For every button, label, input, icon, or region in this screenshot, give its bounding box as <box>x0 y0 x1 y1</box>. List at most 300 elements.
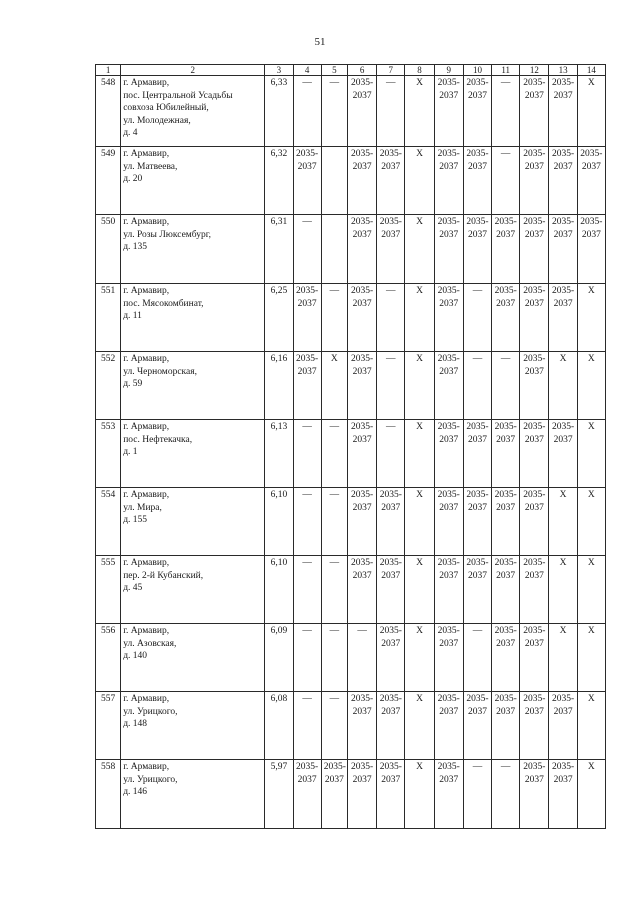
address-line: г. Армавир, <box>123 762 170 772</box>
address-line: ул. Мира, <box>123 502 162 513</box>
period-cell: X <box>405 352 434 420</box>
period-text: 2035- <box>580 217 603 227</box>
period-text: 2037 <box>352 502 372 513</box>
period-cell <box>347 488 376 556</box>
period-cell <box>321 215 347 284</box>
period-text: 2037 <box>352 161 372 172</box>
period-cell <box>321 760 347 829</box>
period-text: 2035- <box>379 762 402 772</box>
period-text: 2035- <box>379 149 402 159</box>
period-text: 2035- <box>494 626 517 636</box>
period-cell <box>520 624 549 692</box>
period-cell: X <box>577 488 605 556</box>
period-text: 2037 <box>439 161 459 172</box>
period-cell: — <box>463 760 491 829</box>
period-cell <box>520 352 549 420</box>
period-text: 2037 <box>439 90 459 101</box>
period-cell <box>520 215 549 284</box>
table-row <box>96 147 606 215</box>
header-cell: 12 <box>520 65 549 76</box>
period-text: 2037 <box>439 502 459 513</box>
period-cell <box>463 76 491 147</box>
period-text: 2035- <box>323 762 346 772</box>
period-cell: X <box>405 760 434 829</box>
period-cell <box>347 147 376 215</box>
period-text: 2035- <box>437 217 460 227</box>
period-cell: — <box>377 284 405 352</box>
table-row <box>96 284 606 352</box>
value-cell: 6,33 <box>265 76 293 147</box>
period-text: 2037 <box>524 502 544 513</box>
period-text: 2035- <box>580 149 603 159</box>
address-line: г. Армавир, <box>123 490 170 500</box>
period-cell: X <box>405 692 434 760</box>
value-cell: 6,10 <box>265 556 293 624</box>
period-cell <box>293 352 321 420</box>
period-text: 2037 <box>496 502 516 513</box>
period-cell <box>434 284 463 352</box>
period-text: 2035- <box>494 422 517 432</box>
period-text: 2035- <box>523 626 546 636</box>
period-text: 2035- <box>466 149 489 159</box>
period-cell: — <box>377 76 405 147</box>
period-text: 2037 <box>553 298 573 309</box>
period-text: 2037 <box>439 774 459 785</box>
period-text: 2035- <box>350 762 374 772</box>
period-cell <box>549 760 577 829</box>
address-line: г. Армавир, <box>123 422 170 432</box>
period-text: 2035- <box>466 558 489 568</box>
address-line: пос. Мясокомбинат, <box>123 298 204 309</box>
period-cell: X <box>577 420 605 488</box>
header-cell: 8 <box>405 65 434 76</box>
period-text: 2035- <box>437 490 460 500</box>
period-cell <box>492 420 520 488</box>
table-row <box>96 624 606 692</box>
period-cell: — <box>293 420 321 488</box>
period-text: 2035- <box>437 626 460 636</box>
period-cell <box>434 556 463 624</box>
period-cell <box>293 147 321 215</box>
period-text: 2035- <box>379 490 402 500</box>
period-text: 2035- <box>494 558 517 568</box>
period-text: 2035- <box>437 694 460 704</box>
period-cell: — <box>492 76 520 147</box>
value-cell: 6,25 <box>265 284 293 352</box>
address-line: д. 140 <box>123 651 148 661</box>
address-line: пер. 2-й Кубанский, <box>123 570 204 581</box>
period-cell <box>377 692 405 760</box>
header-cell: 13 <box>549 65 577 76</box>
period-text: 2037 <box>496 434 516 445</box>
header-cell: 1 <box>96 65 121 76</box>
address-line: г. Армавир, <box>123 78 170 88</box>
period-text: 2035- <box>523 694 546 704</box>
address-line: ул. Урицкого, <box>123 706 178 717</box>
period-text: 2035- <box>523 558 546 568</box>
period-text: 2037 <box>381 774 401 785</box>
period-cell <box>549 284 577 352</box>
header-cell: 7 <box>377 65 405 76</box>
period-text: 2035- <box>379 217 402 227</box>
period-text: 2035- <box>350 422 374 432</box>
period-text: 2035- <box>523 217 546 227</box>
period-text: 2035- <box>350 78 374 88</box>
period-text: 2035- <box>552 149 575 159</box>
period-text: 2037 <box>553 229 573 240</box>
period-cell <box>293 760 321 829</box>
header-cell: 4 <box>293 65 321 76</box>
address-cell <box>121 692 265 760</box>
period-cell: X <box>321 352 347 420</box>
period-cell <box>463 556 491 624</box>
table-row <box>96 692 606 760</box>
period-text: 2037 <box>439 229 459 240</box>
row-number: 552 <box>96 352 121 420</box>
address-cell <box>121 284 265 352</box>
period-text: 2037 <box>496 229 516 240</box>
register-table <box>95 64 606 829</box>
row-number: 556 <box>96 624 121 692</box>
period-cell: X <box>405 76 434 147</box>
period-cell <box>434 624 463 692</box>
period-text: 2037 <box>352 90 372 101</box>
period-cell <box>520 284 549 352</box>
period-cell: — <box>377 420 405 488</box>
period-cell <box>463 488 491 556</box>
period-cell <box>347 420 376 488</box>
period-text: 2035- <box>437 422 460 432</box>
period-cell: — <box>293 76 321 147</box>
header-row <box>96 65 606 76</box>
address-line: д. 11 <box>123 311 142 321</box>
period-text: 2035- <box>296 149 319 159</box>
address-line: ул. Урицкого, <box>123 774 178 785</box>
table-row <box>96 420 606 488</box>
period-text: 2035- <box>494 286 517 296</box>
period-cell <box>520 420 549 488</box>
period-text: 2037 <box>524 90 544 101</box>
period-text: 2037 <box>381 570 401 581</box>
period-cell <box>549 692 577 760</box>
header-cell: 9 <box>434 65 463 76</box>
table-row <box>96 215 606 284</box>
period-cell: — <box>293 215 321 284</box>
period-text: 2037 <box>553 774 573 785</box>
period-text: 2037 <box>553 706 573 717</box>
period-cell <box>434 692 463 760</box>
period-cell <box>520 692 549 760</box>
period-text: 2037 <box>297 298 317 309</box>
period-text: 2037 <box>467 229 487 240</box>
period-cell: — <box>321 556 347 624</box>
period-text: 2035- <box>523 354 546 364</box>
period-text: 2037 <box>524 434 544 445</box>
row-number: 558 <box>96 760 121 829</box>
period-cell: X <box>405 488 434 556</box>
address-cell <box>121 556 265 624</box>
period-text: 2035- <box>494 694 517 704</box>
period-text: 2035- <box>523 490 546 500</box>
period-cell <box>463 692 491 760</box>
period-text: 2035- <box>552 762 575 772</box>
period-cell: X <box>577 352 605 420</box>
address-line: д. 1 <box>123 447 138 457</box>
period-text: 2037 <box>524 570 544 581</box>
table-row <box>96 760 606 829</box>
address-line: ул. Азовская, <box>123 638 177 649</box>
period-text: 2037 <box>381 638 401 649</box>
period-cell <box>492 692 520 760</box>
period-cell <box>347 352 376 420</box>
period-text: 2037 <box>467 90 487 101</box>
address-line: д. 146 <box>123 787 148 797</box>
row-number: 554 <box>96 488 121 556</box>
period-cell: — <box>321 284 347 352</box>
value-cell: 6,10 <box>265 488 293 556</box>
period-text: 2035- <box>466 217 489 227</box>
period-cell: X <box>577 556 605 624</box>
period-text: 2035- <box>437 78 460 88</box>
period-text: 2035- <box>437 762 460 772</box>
period-cell: X <box>405 420 434 488</box>
period-text: 2035- <box>379 694 402 704</box>
period-cell <box>577 147 605 215</box>
period-text: 2037 <box>352 774 372 785</box>
period-cell <box>347 76 376 147</box>
address-line: г. Армавир, <box>123 694 170 704</box>
period-text: 2035- <box>466 490 489 500</box>
period-text: 2037 <box>297 774 317 785</box>
period-cell <box>463 420 491 488</box>
period-cell <box>347 692 376 760</box>
address-line: д. 155 <box>123 515 148 525</box>
period-cell <box>434 147 463 215</box>
row-number: 550 <box>96 215 121 284</box>
period-text: 2037 <box>352 706 372 717</box>
period-cell <box>492 215 520 284</box>
period-cell: — <box>463 624 491 692</box>
period-cell <box>377 488 405 556</box>
period-cell <box>434 488 463 556</box>
period-cell <box>377 624 405 692</box>
period-cell <box>577 215 605 284</box>
period-cell <box>377 147 405 215</box>
period-cell <box>321 147 347 215</box>
period-cell: — <box>321 420 347 488</box>
period-cell <box>520 488 549 556</box>
period-text: 2037 <box>381 161 401 172</box>
period-cell <box>434 760 463 829</box>
period-cell <box>347 284 376 352</box>
header-cell: 11 <box>492 65 520 76</box>
period-cell: X <box>405 624 434 692</box>
header-cell: 3 <box>265 65 293 76</box>
period-cell: X <box>405 147 434 215</box>
address-line: д. 4 <box>123 128 138 138</box>
period-text: 2037 <box>467 570 487 581</box>
period-text: 2037 <box>439 366 459 377</box>
period-text: 2035- <box>350 286 374 296</box>
period-cell <box>377 215 405 284</box>
period-cell: — <box>347 624 376 692</box>
period-text: 2037 <box>439 706 459 717</box>
period-cell <box>549 420 577 488</box>
address-line: д. 59 <box>123 379 143 389</box>
period-text: 2037 <box>524 774 544 785</box>
address-line: ул. Матвеева, <box>123 161 178 172</box>
period-text: 2035- <box>379 626 402 636</box>
period-text: 2035- <box>552 422 575 432</box>
value-cell: 6,13 <box>265 420 293 488</box>
period-cell: — <box>293 556 321 624</box>
period-cell: — <box>492 760 520 829</box>
period-cell: X <box>549 556 577 624</box>
period-cell <box>377 760 405 829</box>
period-text: 2037 <box>496 706 516 717</box>
period-text: 2035- <box>552 78 575 88</box>
period-cell: — <box>293 692 321 760</box>
address-line: г. Армавир, <box>123 286 170 296</box>
period-cell <box>463 215 491 284</box>
address-cell <box>121 624 265 692</box>
period-cell <box>492 624 520 692</box>
period-text: 2035- <box>296 762 319 772</box>
period-text: 2037 <box>553 161 573 172</box>
period-text: 2037 <box>524 161 544 172</box>
address-line: д. 20 <box>123 174 143 184</box>
period-text: 2037 <box>381 502 401 513</box>
period-text: 2037 <box>439 298 459 309</box>
period-text: 2037 <box>297 161 317 172</box>
period-cell <box>492 488 520 556</box>
period-text: 2035- <box>523 286 546 296</box>
period-text: 2035- <box>350 694 374 704</box>
period-text: 2037 <box>467 502 487 513</box>
table-row <box>96 352 606 420</box>
period-cell <box>347 556 376 624</box>
period-cell <box>434 352 463 420</box>
period-cell <box>520 556 549 624</box>
period-cell: — <box>321 692 347 760</box>
period-text: 2037 <box>467 706 487 717</box>
period-cell <box>492 556 520 624</box>
period-cell: — <box>293 624 321 692</box>
address-line: д. 45 <box>123 583 143 593</box>
period-cell <box>463 147 491 215</box>
header-cell: 6 <box>347 65 376 76</box>
period-text: 2037 <box>381 229 401 240</box>
period-text: 2037 <box>352 298 372 309</box>
address-line: пос. Нефтекачка, <box>123 434 193 445</box>
period-cell <box>347 215 376 284</box>
address-line: г. Армавир, <box>123 217 170 227</box>
row-number: 553 <box>96 420 121 488</box>
period-text: 2035- <box>466 422 489 432</box>
period-cell: X <box>405 215 434 284</box>
period-cell <box>377 556 405 624</box>
period-cell <box>520 147 549 215</box>
value-cell: 6,09 <box>265 624 293 692</box>
period-text: 2037 <box>439 570 459 581</box>
period-text: 2037 <box>381 706 401 717</box>
period-cell <box>549 215 577 284</box>
table-row <box>96 556 606 624</box>
period-text: 2035- <box>437 558 460 568</box>
period-text: 2037 <box>524 229 544 240</box>
value-cell: 6,31 <box>265 215 293 284</box>
period-text: 2037 <box>581 229 601 240</box>
period-text: 2035- <box>350 149 374 159</box>
row-number: 549 <box>96 147 121 215</box>
header-cell: 5 <box>321 65 347 76</box>
period-text: 2035- <box>296 286 319 296</box>
address-line: г. Армавир, <box>123 626 170 636</box>
period-text: 2037 <box>524 706 544 717</box>
row-number: 548 <box>96 76 121 147</box>
period-text: 2037 <box>581 161 601 172</box>
header-cell: 2 <box>121 65 265 76</box>
period-cell: X <box>577 624 605 692</box>
period-text: 2035- <box>350 490 374 500</box>
period-text: 2035- <box>466 694 489 704</box>
address-line: д. 148 <box>123 719 148 729</box>
period-cell <box>520 760 549 829</box>
period-text: 2037 <box>324 774 344 785</box>
period-text: 2037 <box>524 298 544 309</box>
period-text: 2037 <box>467 434 487 445</box>
header-cell: 14 <box>577 65 605 76</box>
period-text: 2035- <box>552 286 575 296</box>
address-cell <box>121 215 265 284</box>
period-cell <box>492 284 520 352</box>
table-row <box>96 488 606 556</box>
period-cell <box>347 760 376 829</box>
period-text: 2037 <box>352 570 372 581</box>
period-text: 2035- <box>437 354 460 364</box>
period-text: 2035- <box>296 354 319 364</box>
period-text: 2035- <box>466 78 489 88</box>
period-text: 2035- <box>494 490 517 500</box>
period-cell <box>549 76 577 147</box>
period-cell <box>293 284 321 352</box>
period-text: 2037 <box>496 570 516 581</box>
period-text: 2035- <box>350 354 374 364</box>
header-cell: 10 <box>463 65 491 76</box>
period-text: 2035- <box>437 286 460 296</box>
period-text: 2037 <box>467 161 487 172</box>
period-text: 2037 <box>352 434 372 445</box>
period-text: 2035- <box>350 217 374 227</box>
period-text: 2037 <box>352 229 372 240</box>
value-cell: 6,16 <box>265 352 293 420</box>
period-cell: X <box>549 624 577 692</box>
period-cell <box>520 76 549 147</box>
period-text: 2035- <box>494 217 517 227</box>
page-number: 51 <box>314 36 326 48</box>
period-text: 2035- <box>552 217 575 227</box>
period-text: 2035- <box>350 558 374 568</box>
period-cell: — <box>463 284 491 352</box>
period-text: 2035- <box>523 149 546 159</box>
address-cell <box>121 488 265 556</box>
period-text: 2035- <box>523 762 546 772</box>
period-text: 2037 <box>439 638 459 649</box>
row-number: 557 <box>96 692 121 760</box>
period-text: 2037 <box>297 366 317 377</box>
address-cell <box>121 76 265 147</box>
address-line: совхоза Юбилейный, <box>123 103 209 113</box>
